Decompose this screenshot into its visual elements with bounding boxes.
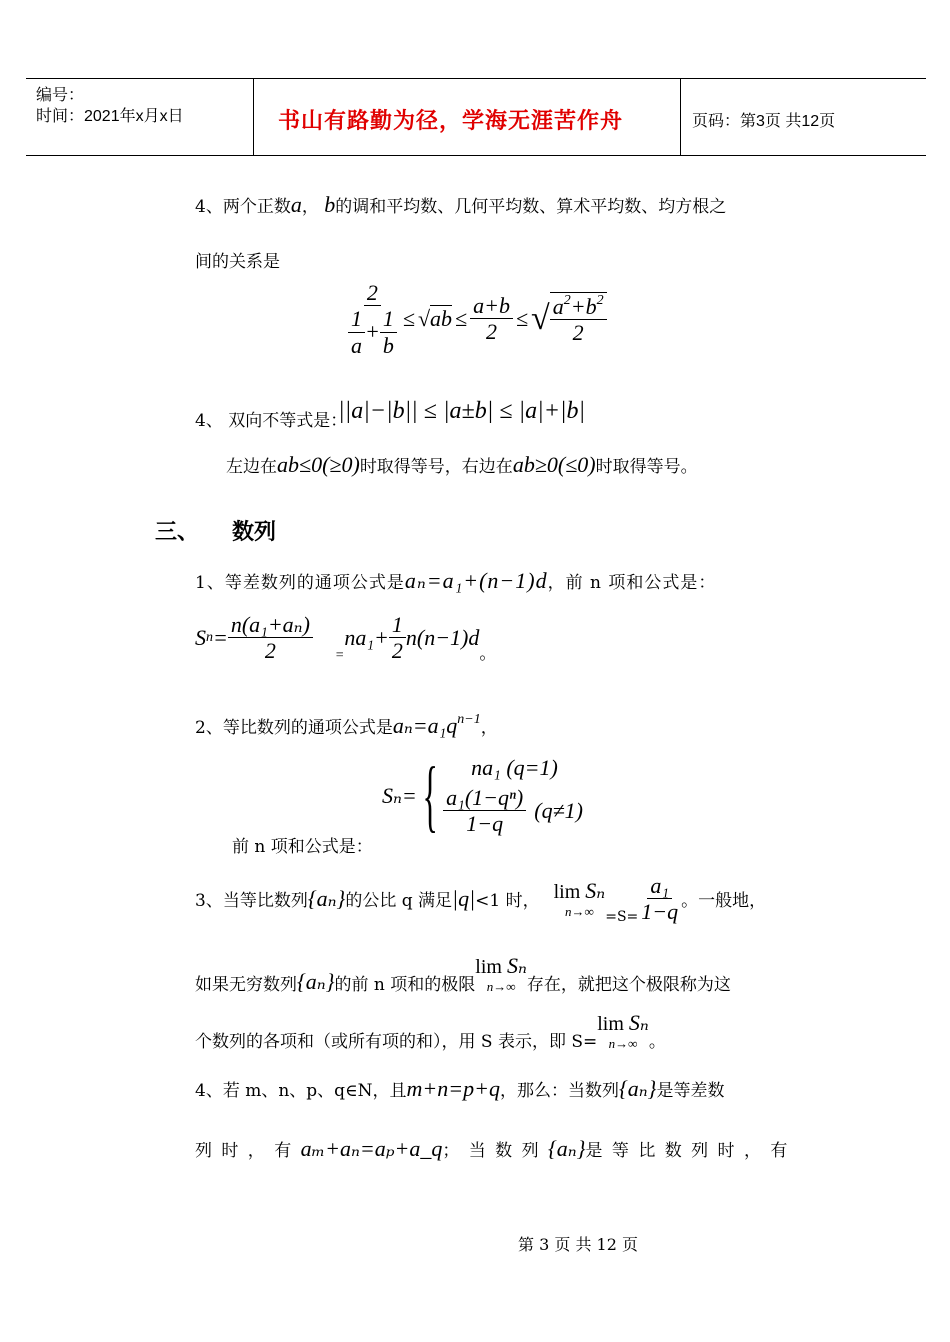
header-divider-left — [253, 78, 254, 156]
header-top-rule — [26, 78, 926, 79]
header-motto: 书山有路勤为径，学海无涯苦作舟 — [278, 109, 624, 134]
arithmetic-sum-formula: S n = $\frac{\text{n(a₁+aₙ)}}{2}$ = na₁+ $\frac{1}{2}$ n(n−1)d 。 — [195, 612, 497, 664]
root-mean-square: $\frac{a^2+b^2}{2}$ — [550, 292, 607, 346]
item4b-label: 4、 双向不等式是： — [195, 411, 348, 431]
harmonic-mean: 2 $\frac{1}{a}$ + $\frac{1}{b}$ — [345, 280, 400, 358]
means-inequality-formula: 2 $\frac{1}{a}$ + $\frac{1}{b}$ ≤ √ ab ≤ $\frac{a+b}{2}$ ≤ √ $\frac{a^2+b^2}{2}$ — [345, 280, 607, 358]
serial-label: 编号： — [36, 87, 85, 104]
seq-item3-line3: 个数列的各项和（或所有项的和），用 S 表示，即 S= lim Sₙ n→∞ 。 — [195, 1010, 666, 1052]
section-title: 数列 — [232, 520, 277, 545]
item4a-line1: 4、两个正数a， b的调和平均数、几何平均数、算术平均数、均方根之 — [195, 192, 727, 217]
item4b-condition: 左边在ab≤0(≥0)时取得等号，右边在ab≥0(≤0)时取得等号。 — [226, 452, 698, 477]
seq-item4-line1: 4、若 m、n、p、q∈N，且m+n=p+q，那么：当数列{aₙ}是等差数 — [195, 1076, 725, 1101]
page-footer: 第 3 页 共 12 页 — [518, 1235, 638, 1254]
item4a-line2: 间的关系是 — [195, 252, 280, 272]
seq-item4-line2: 列 时 ， 有 aₘ+aₙ=aₚ+a_q； 当 数 列 {aₙ}是 等 比 数 列 时 ， 有 — [195, 1136, 790, 1161]
arithmetic-mean: $\frac{a+b}{2}$ — [470, 293, 513, 345]
double-inequality-formula: ||a|−|b|| ≤ |a±b| ≤ |a|+|b| — [338, 398, 586, 424]
geometric-mean: ab — [430, 306, 453, 332]
seq-item3-line2: 如果无穷数列 {aₙ} 的前 n 项和的极限 lim Sₙ n→∞ 存在，就把这个极限称为这 — [195, 953, 731, 995]
header-bottom-rule — [26, 155, 926, 156]
page-info: 页码：第3页 共12页 — [692, 113, 836, 130]
section-number: 三、 — [155, 520, 200, 545]
seq-item3-line1: 3、当等比数列 {aₙ} 的公比 q 满足 |q| <1 时， lim Sₙ n→∞ =S= $\frac{\text{a₁}}{1-q}$ 。一般地， — [195, 873, 767, 925]
time-label: 时间：2021年x月x日 — [36, 108, 184, 125]
header-divider-right — [680, 78, 681, 156]
seq-item2-line1: 2、等比数列的通项公式是$a_n=a_1q^{n-1}$， — [195, 712, 498, 738]
seq-item2-label: 前 n 项和公式是： — [232, 837, 373, 857]
seq-item1-line1: 1、等差数列的通项公式是aₙ=a₁+(n−1)d，前 n 项和公式是： — [195, 568, 717, 593]
geometric-sum-formula: Sₙ= { na₁ (q=1) $\frac{\text{a₁(1−qⁿ)}}{1-q}$ (q≠1) — [382, 751, 583, 840]
